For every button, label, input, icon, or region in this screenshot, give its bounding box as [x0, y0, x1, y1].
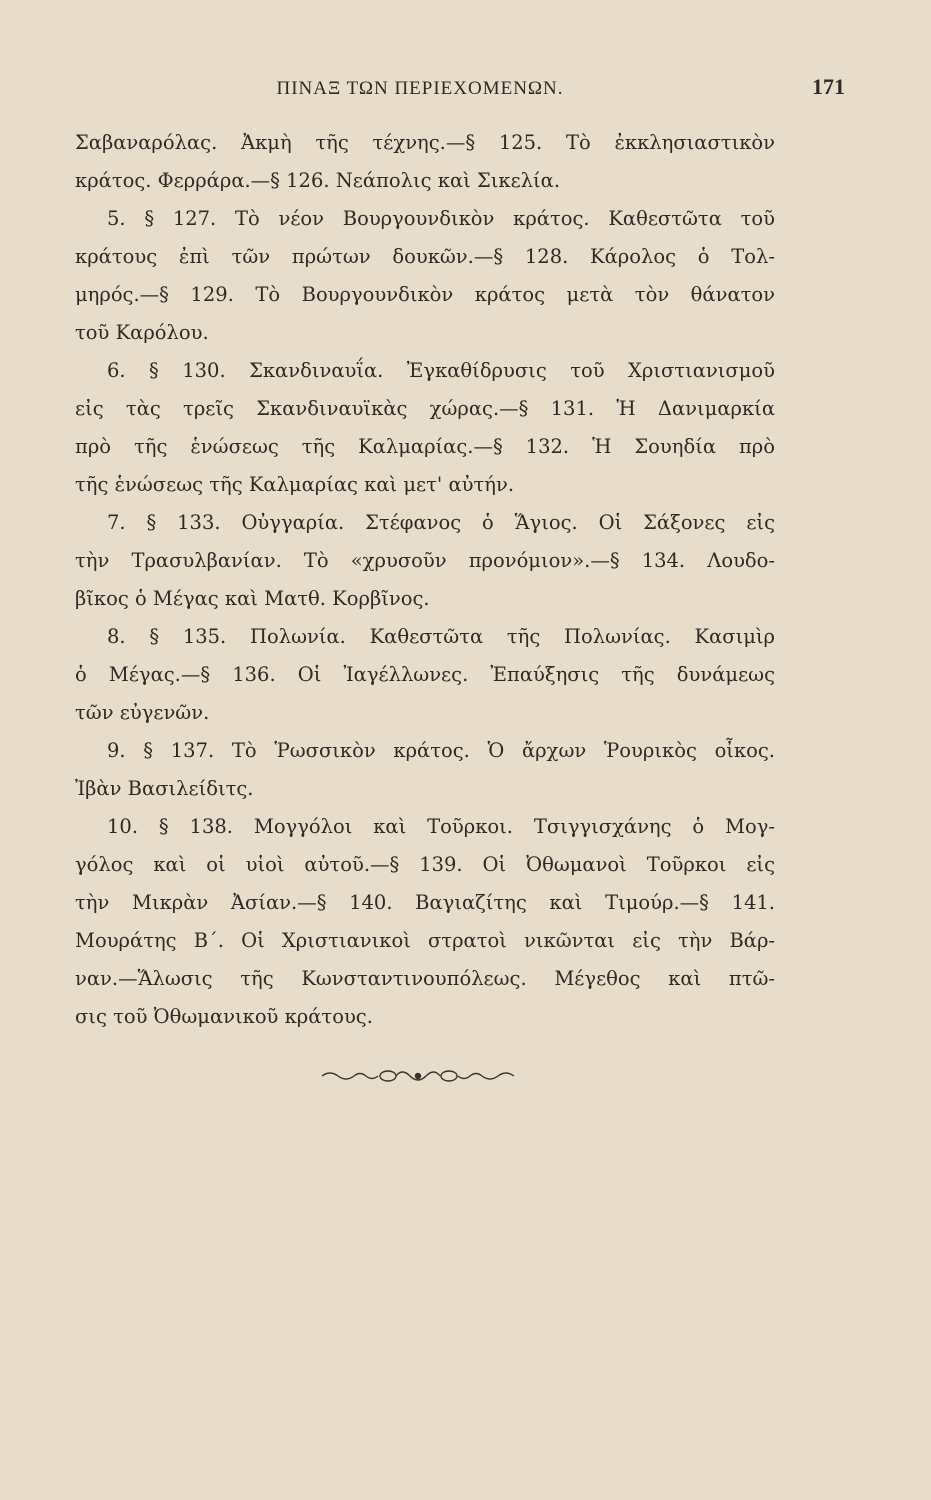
text-line: 6. § 130. Σκανδιναυΐα. Ἐγκαθίδρυσις τοῦ Χριστιανισμοῦ [107, 359, 775, 382]
text-line: τοῦ Καρόλου. [75, 321, 209, 344]
text-line: ναν.—Ἅλωσις τῆς Κωνσταντινουπόλεως. Μέγεθος καὶ πτῶ- [75, 967, 775, 990]
text-line: Μουράτης Β΄. Οἱ Χριστιανικοὶ στρατοὶ νικῶνται εἰς τὴν Βάρ- [75, 929, 775, 952]
text-line: γόλος καὶ οἱ υἱοὶ αὐτοῦ.—§ 139. Οἱ Ὀθωμανοὶ Τοῦρκοι εἰς [75, 853, 775, 876]
text-line: μηρός.—§ 129. Τὸ Βουργουνδικὸν κράτος μετὰ τὸν θάνατον [75, 283, 775, 306]
text-line: 8. § 135. Πολωνία. Καθεστῶτα τῆς Πολωνίας. Κασιμὶρ [107, 625, 775, 648]
text-line: 5. § 127. Τὸ νέον Βουργουνδικὸν κράτος. Καθεστῶτα τοῦ [107, 207, 775, 230]
text-line: τὴν Μικρὰν Ἀσίαν.—§ 140. Βαγιαζίτης καὶ Τιμούρ.—§ 141. [75, 891, 775, 914]
scroll-divider-ornament-icon [318, 1066, 518, 1086]
text-line: τῶν εὐγενῶν. [75, 701, 210, 724]
text-line: βῖκος ὁ Μέγας καὶ Ματθ. Κορβῖνος. [75, 587, 430, 610]
running-head: ΠΙΝΑΞ ΤΩΝ ΠΕΡΙΕΧΟΜΕΝΩΝ. [276, 78, 564, 99]
table-of-contents-text [75, 124, 775, 1036]
text-line: τὴν Τρασυλβανίαν. Τὸ «χρυσοῦν προνόμιον».—§ 134. Λουδο- [75, 549, 775, 572]
text-line: τῆς ἑνώσεως τῆς Καλμαρίας καὶ μετ' αὐτήν. [75, 473, 515, 496]
text-line: κράτος. Φερράρα.—§ 126. Νεάπολις καὶ Σικελία. [75, 169, 561, 192]
text-line: 10. § 138. Μογγόλοι καὶ Τοῦρκοι. Τσιγγισχάνης ὁ Μογ- [107, 815, 775, 838]
text-line: Σαβαναρόλας. Ἀκμὴ τῆς τέχνης.—§ 125. Τὸ ἐκκλησιαστικὸν [75, 131, 775, 154]
text-line: σις τοῦ Ὀθωμανικοῦ κράτους. [75, 1005, 373, 1028]
text-line: 9. § 137. Τὸ Ῥωσσικὸν κράτος. Ὁ ἄρχων Ῥουρικὸς οἶκος. [107, 739, 775, 762]
text-line: εἰς τὰς τρεῖς Σκανδιναυϊκὰς χώρας.—§ 131. Ἡ Δανιμαρκία [75, 397, 775, 420]
text-line: κράτους ἐπὶ τῶν πρώτων δουκῶν.—§ 128. Κάρολος ὁ Τολ- [75, 245, 775, 268]
text-line: ὁ Μέγας.—§ 136. Οἱ Ἰαγέλλωνες. Ἐπαύξησις τῆς δυνάμεως [75, 663, 775, 686]
text-line: Ἰβὰν Βασιλείδιτς. [75, 777, 254, 800]
page-number: 171 [812, 74, 845, 99]
text-line: πρὸ τῆς ἑνώσεως τῆς Καλμαρίας.—§ 132. Ἡ Σουηδία πρὸ [75, 435, 775, 458]
text-line: 7. § 133. Οὐγγαρία. Στέφανος ὁ Ἅγιος. Οἱ Σάξονες εἰς [107, 511, 775, 534]
